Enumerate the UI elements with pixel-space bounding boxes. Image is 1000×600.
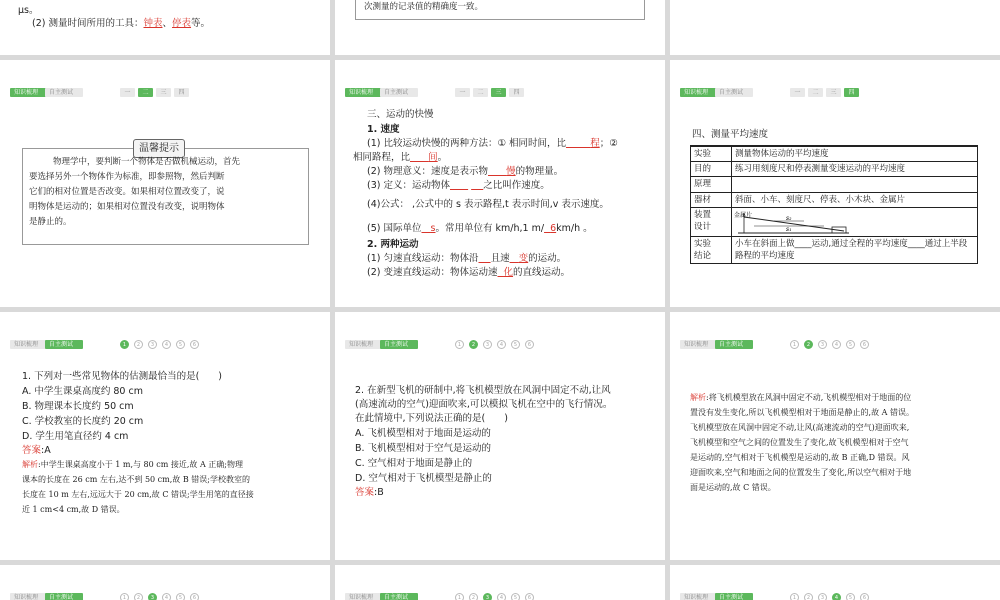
table-value: 练习用刻度尺和停表测量变速运动的平均速度 bbox=[732, 162, 978, 177]
figure-label: s₂ bbox=[786, 215, 792, 222]
option: D. 学生用笔直径约 4 cm bbox=[22, 431, 129, 442]
question-dot[interactable]: 2 bbox=[134, 340, 143, 349]
table-key: 装置 设计 bbox=[691, 208, 732, 237]
tab-test[interactable]: 自主测试 bbox=[715, 340, 753, 349]
question-dot[interactable]: 3 bbox=[818, 593, 827, 600]
nav-bar bbox=[345, 593, 655, 600]
text-line: (1) 匀速直线运动：物体沿 且速 变的运动。 bbox=[367, 253, 567, 264]
question-dot[interactable]: 3 bbox=[148, 340, 157, 349]
question-dot[interactable]: 1 bbox=[455, 340, 464, 349]
explanation-line: 置没有发生变化,所以飞机模型相对于地面是静止的,故 A 错误。 bbox=[690, 408, 914, 417]
tab-summary[interactable]: 知识梳理 bbox=[680, 593, 718, 600]
option: C. 空气相对于地面是静止的 bbox=[355, 458, 473, 469]
incline-figure bbox=[734, 209, 854, 237]
explanation-line: 长度在 10 m 左右,远远大于 20 cm,故 C 错误;学生用笔的直径接 bbox=[22, 490, 254, 499]
subheading: 1. 速度 bbox=[367, 124, 400, 135]
explanation-line: 近 1 cm<4 cm,故 D 错误。 bbox=[22, 505, 125, 514]
tab-test[interactable]: 自主测试 bbox=[380, 88, 418, 97]
hint-text: 次测量的记录值的精确度一致。 bbox=[364, 2, 484, 12]
nav-bar bbox=[680, 340, 990, 350]
text-line: (5) 国际单位 s。常用单位有 km/h,1 m/ 6km/h 。 bbox=[367, 223, 593, 234]
tab-test[interactable]: 自主测试 bbox=[45, 88, 83, 97]
question-dot[interactable]: 5 bbox=[176, 340, 185, 349]
option: A. 中学生课桌高度约 80 cm bbox=[22, 386, 143, 397]
question-dot[interactable]: 4 bbox=[162, 593, 171, 600]
question-dot[interactable]: 5 bbox=[511, 593, 520, 600]
question-dot[interactable]: 3 bbox=[148, 593, 157, 600]
question-dot[interactable]: 4 bbox=[832, 593, 841, 600]
table-value: 小车在斜面上做____运动,通过全程的平均速度____通过上半段路程的平均速度 bbox=[732, 237, 978, 264]
nav-bar bbox=[680, 593, 990, 600]
text-line: (4)公式： ,公式中的 s 表示路程,t 表示时间,v 表示速度。 bbox=[367, 199, 609, 210]
question-dot[interactable]: 3 bbox=[483, 593, 492, 600]
tab-summary[interactable]: 知识梳理 bbox=[10, 88, 46, 97]
table-value: 测量物体运动的平均速度 bbox=[732, 146, 978, 162]
page-button[interactable]: 三 bbox=[826, 88, 841, 97]
explanation-line: 解析:将飞机模型放在风洞中固定不动,飞机模型相对于地面的位 bbox=[690, 393, 912, 402]
slide-partial bbox=[0, 565, 330, 600]
page-button[interactable]: 四 bbox=[844, 88, 859, 97]
page-button[interactable]: 四 bbox=[174, 88, 189, 97]
table-value bbox=[732, 208, 978, 237]
explanation-line: 面是运动的,故 C 错误。 bbox=[690, 483, 776, 492]
tab-summary[interactable]: 知识梳理 bbox=[680, 340, 718, 349]
question-text: (高速流动的空气)迎面吹来,可以模拟飞机在空中的飞行情况。 bbox=[355, 399, 613, 410]
page-button[interactable]: 三 bbox=[491, 88, 506, 97]
nav-bar bbox=[10, 88, 320, 98]
table-key: 实验 结论 bbox=[691, 237, 732, 264]
figure-label: 金属片 bbox=[734, 212, 753, 219]
tab-summary[interactable]: 知识梳理 bbox=[345, 340, 383, 349]
slide-time-tools bbox=[0, 0, 330, 55]
page-button[interactable]: 四 bbox=[509, 88, 524, 97]
question-dot[interactable]: 4 bbox=[497, 593, 506, 600]
question-dot[interactable]: 1 bbox=[790, 593, 799, 600]
hint-line: 它们的相对位置是否改变。如果相对位置改变了，说 bbox=[29, 187, 225, 197]
hint-line: 物理学中，要判断一个物体是否做机械运动，首先 bbox=[53, 157, 241, 167]
answer-blank: 停表 bbox=[172, 18, 192, 29]
hint-label: 温馨提示 bbox=[133, 139, 185, 158]
slide-box-end bbox=[335, 0, 665, 55]
tab-summary[interactable]: 知识梳理 bbox=[10, 593, 48, 600]
page-button[interactable]: 一 bbox=[790, 88, 805, 97]
slide-blank bbox=[670, 0, 1000, 55]
question-dot[interactable]: 6 bbox=[190, 340, 199, 349]
table-key: 实验 bbox=[691, 146, 732, 162]
figure-label: s₁ bbox=[786, 226, 792, 233]
question-dot[interactable]: 1 bbox=[120, 340, 129, 349]
hint-line: 是静止的。 bbox=[29, 217, 72, 227]
page-button[interactable]: 一 bbox=[455, 88, 470, 97]
table-key: 目的 bbox=[691, 162, 732, 177]
explanation-line: 是运动的,空气相对于飞机模型是运动的,故 B 正确,D 错误。风 bbox=[690, 453, 910, 462]
question-dot[interactable]: 2 bbox=[804, 593, 813, 600]
option: B. 飞机模型相对于空气是运动的 bbox=[355, 443, 492, 454]
text-line: 相同路程，比 间。 bbox=[353, 152, 448, 163]
page-button[interactable]: 二 bbox=[138, 88, 153, 97]
tab-test[interactable]: 自主测试 bbox=[45, 340, 83, 349]
nav-bar bbox=[10, 340, 320, 350]
slide-hint bbox=[0, 60, 330, 307]
text-line: (1) 比较运动快慢的两种方法：① 相同时间，比 程；② bbox=[367, 138, 618, 149]
question-dot[interactable]: 6 bbox=[860, 593, 869, 600]
page-button[interactable]: 一 bbox=[120, 88, 135, 97]
question-dot[interactable]: 4 bbox=[162, 340, 171, 349]
question-dot[interactable]: 6 bbox=[860, 340, 869, 349]
table-key: 原理 bbox=[691, 177, 732, 193]
hint-box bbox=[355, 0, 645, 20]
hint-box bbox=[22, 143, 309, 245]
option: C. 学校教室的长度约 20 cm bbox=[22, 416, 144, 427]
table-value: 斜面、小车、刻度尺、停表、小木块、金属片 bbox=[732, 193, 978, 208]
question-dot[interactable]: 4 bbox=[497, 340, 506, 349]
slide-explanation-2 bbox=[670, 312, 1000, 560]
slide-partial bbox=[335, 565, 665, 600]
slide-question-2 bbox=[335, 312, 665, 560]
tab-test[interactable]: 自主测试 bbox=[715, 593, 753, 600]
question-dot[interactable]: 2 bbox=[804, 340, 813, 349]
explanation-line: 解析:中学生课桌高度小于 1 m,与 80 cm 接近,故 A 正确;物理 bbox=[22, 460, 243, 469]
tab-test[interactable]: 自主测试 bbox=[380, 340, 418, 349]
experiment-table bbox=[690, 145, 978, 264]
slide-average-speed bbox=[670, 60, 1000, 307]
tab-summary[interactable]: 知识梳理 bbox=[10, 340, 48, 349]
nav-bar bbox=[345, 340, 655, 350]
tab-summary[interactable]: 知识梳理 bbox=[345, 593, 383, 600]
question-dot[interactable]: 5 bbox=[511, 340, 520, 349]
tab-summary[interactable]: 知识梳理 bbox=[345, 88, 381, 97]
text-line: (3) 定义：运动物体 之比叫作速度。 bbox=[367, 180, 550, 191]
tab-test[interactable]: 自主测试 bbox=[715, 88, 753, 97]
answer-line: 答案:B bbox=[355, 487, 384, 498]
table-key: 器材 bbox=[691, 193, 732, 208]
tab-test[interactable]: 自主测试 bbox=[45, 593, 83, 600]
question-dot[interactable]: 6 bbox=[525, 340, 534, 349]
question-dot[interactable]: 2 bbox=[469, 340, 478, 349]
explanation-line: 课本的长度在 26 cm 左右,达不到 50 cm,故 B 错误;学校教室的 bbox=[22, 475, 250, 484]
question-dot[interactable]: 4 bbox=[832, 340, 841, 349]
text-line: (2) 变速直线运动：物体运动速 化的直线运动。 bbox=[367, 267, 571, 278]
question-dot[interactable]: 3 bbox=[818, 340, 827, 349]
nav-bar bbox=[345, 88, 655, 98]
question-dot[interactable]: 2 bbox=[134, 593, 143, 600]
question-dot[interactable]: 6 bbox=[190, 593, 199, 600]
explanation-line: 迎面吹来,空气和地面之间的位置发生了变化,所以空气相对于地 bbox=[690, 468, 912, 477]
text-line: μs。 bbox=[18, 5, 39, 16]
text-line: (2) 测量时间所用的工具：钟表、停表等。 bbox=[32, 18, 211, 29]
question-dot[interactable]: 6 bbox=[525, 593, 534, 600]
answer-line: 答案:A bbox=[22, 445, 51, 456]
slide-partial bbox=[670, 565, 1000, 600]
page-button[interactable]: 三 bbox=[156, 88, 171, 97]
explanation-line: 飞机模型放在风洞中固定不动,让风(高速流动的空气)迎面吹来, bbox=[690, 423, 910, 432]
subheading: 2. 两种运动 bbox=[367, 239, 419, 250]
question-text: 在此情境中,下列说法正确的是( ) bbox=[355, 413, 508, 424]
nav-bar bbox=[10, 593, 320, 600]
question-dot[interactable]: 5 bbox=[846, 340, 855, 349]
table-value bbox=[732, 177, 978, 193]
question-dot[interactable]: 3 bbox=[483, 340, 492, 349]
option: D. 空气相对于飞机模型是静止的 bbox=[355, 473, 492, 484]
question-dot[interactable]: 5 bbox=[176, 593, 185, 600]
slide-speed bbox=[335, 60, 665, 307]
nav-bar bbox=[680, 88, 990, 98]
section-title: 四、测量平均速度 bbox=[692, 129, 769, 140]
page-button[interactable]: 二 bbox=[473, 88, 488, 97]
tab-summary[interactable]: 知识梳理 bbox=[680, 88, 716, 97]
section-title: 三、运动的快慢 bbox=[367, 109, 434, 120]
question-dot[interactable]: 5 bbox=[846, 593, 855, 600]
answer-blank: 钟表 bbox=[143, 18, 163, 29]
slide-question-1 bbox=[0, 312, 330, 560]
question-dot[interactable]: 1 bbox=[790, 340, 799, 349]
text-line: (2) 物理意义：速度是表示物 慢的物理量。 bbox=[367, 166, 564, 177]
question-text: 2. 在新型飞机的研制中,将飞机模型放在风洞中固定不动,让风 bbox=[355, 385, 611, 396]
option: B. 物理课本长度约 50 cm bbox=[22, 401, 134, 412]
question-dot[interactable]: 2 bbox=[469, 593, 478, 600]
page-button[interactable]: 二 bbox=[808, 88, 823, 97]
question-dot[interactable]: 1 bbox=[455, 593, 464, 600]
tab-test[interactable]: 自主测试 bbox=[380, 593, 418, 600]
question-dot[interactable]: 1 bbox=[120, 593, 129, 600]
explanation-line: 飞机模型和空气之间的位置发生了变化,故飞机模型相对于空气 bbox=[690, 438, 909, 447]
hint-line: 要选择另外一个物体作为标准，即参照物，然后判断 bbox=[29, 172, 225, 182]
hint-line: 明物体是运动的；如果相对位置没有改变，说明物体 bbox=[29, 202, 225, 212]
question-text: 1. 下列对一些常见物体的估测最恰当的是( ) bbox=[22, 371, 222, 382]
option: A. 飞机模型相对于地面是运动的 bbox=[355, 428, 491, 439]
